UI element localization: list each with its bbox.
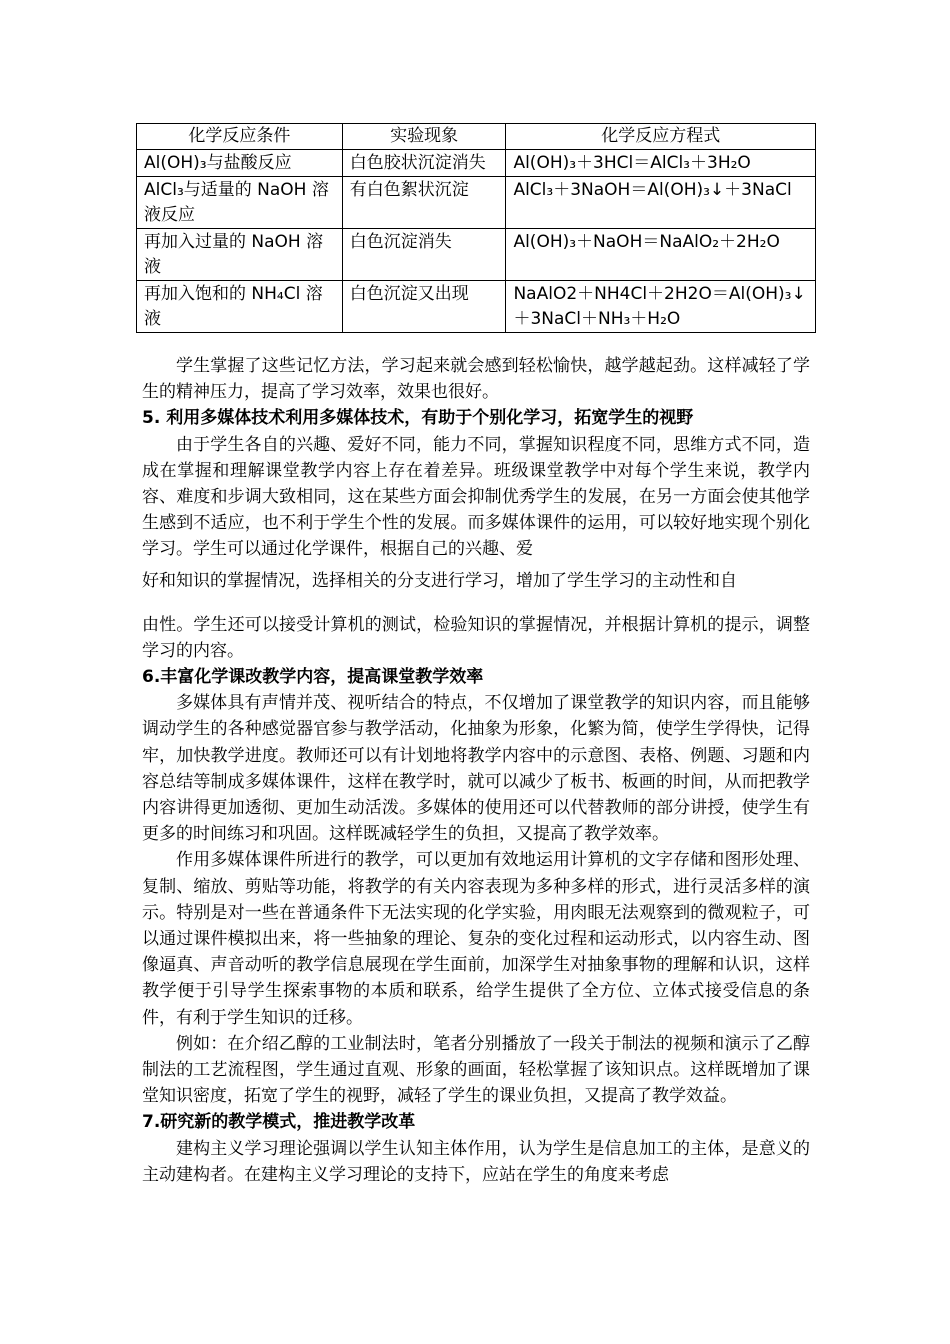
section-heading-6: 6.丰富化学课改教学内容，提高课堂教学效率	[142, 667, 484, 688]
table-cell: NaAlO2＋NH4Cl＋2H2O＝Al(OH)₃↓＋3NaCl＋NH₃＋H₂O	[506, 281, 816, 333]
column-header: 化学反应条件	[137, 124, 343, 150]
paragraph: 学生掌握了这些记忆方法，学习起来就会感到轻松愉快，越学越起劲。这样减轻了学生的精神压力，提高了学习效率，效果也很好。	[142, 356, 810, 403]
paragraph: 由于学生各自的兴趣、爱好不同，能力不同，掌握知识程度不同，思维方式不同，造成在掌握和理解课堂教学内容上存在着差异。班级课堂教学中对每个学生来说，教学内容、难度和步调大致相同，这在某些方面会抑制优秀学生的发展，在另一方面会使其他学生感到不适应，也不利于学生个性的发展。而多媒体课件的运用，可以较好地实现个别化学习。学生可以通过化学课件，根据自己的兴趣、爱	[142, 434, 810, 560]
table-cell: AlCl₃与适量的 NaOH 溶液反应	[137, 177, 343, 229]
table-cell: AlCl₃＋3NaOH＝Al(OH)₃↓＋3NaCl	[506, 177, 816, 229]
table-cell: 再加入过量的 NaOH 溶液	[137, 229, 343, 281]
section-heading-7: 7.研究新的教学模式，推进教学改革	[142, 1112, 416, 1133]
reaction-table	[136, 123, 816, 333]
paragraph: 例如：在介绍乙醇的工业制法时，笔者分别播放了一段关于制法的视频和演示了乙醇制法的工艺流程图，学生通过直观、形象的画面，轻松掌握了该知识点。这样既增加了课堂知识密度，拓宽了学生的视野，减轻了学生的课业负担，又提高了教学效益。	[142, 1033, 810, 1107]
section-heading-5: 5. 利用多媒体技术利用多媒体技术，有助于个别化学习，拓宽学生的视野	[142, 408, 694, 429]
column-header: 化学反应方程式	[506, 124, 816, 150]
paragraph: 多媒体具有声情并茂、视听结合的特点，不仅增加了课堂教学的知识内容，而且能够调动学生的各种感觉器官参与教学活动，化抽象为形象，化繁为简，使学生学得快，记得牢，加快教学进度。教师还可以有计划地将教学内容中的示意图、表格、例题、习题和内容总结等制成多媒体课件，这样在教学时，就可以减少了板书、板画的时间，从而把教学内容讲得更加透彻、更加生动活泼。多媒体的使用还可以代替教师的部分讲授，使学生有更多的时间练习和巩固。这样既减轻学生的负担，又提高了教学效率。	[142, 693, 810, 845]
table-cell: 再加入饱和的 NH₄Cl 溶液	[137, 281, 343, 333]
table-row	[137, 229, 816, 281]
table-cell: Al(OH)₃与盐酸反应	[137, 150, 343, 177]
column-header: 实验现象	[342, 124, 506, 150]
paragraph: 建构主义学习理论强调以学生认知主体作用，认为学生是信息加工的主体，是意义的主动建构者。在建构主义学习理论的支持下，应站在学生的角度来考虑	[142, 1138, 810, 1185]
table-row	[137, 281, 816, 333]
table-header-row	[137, 124, 816, 150]
table-cell: 有白色絮状沉淀	[342, 177, 506, 229]
table-row	[137, 177, 816, 229]
table-cell: 白色沉淀又出现	[342, 281, 506, 333]
table-cell: 白色沉淀消失	[342, 229, 506, 281]
table-cell: Al(OH)₃＋NaOH＝NaAlO₂＋2H₂O	[506, 229, 816, 281]
paragraph-continued: 由性。学生还可以接受计算机的测试，检验知识的掌握情况，并根据计算机的提示，调整学习的内容。	[142, 614, 810, 661]
table-cell: 白色胶状沉淀消失	[342, 150, 506, 177]
paragraph-continued: 好和知识的掌握情况，选择相关的分支进行学习，增加了学生学习的主动性和自	[142, 570, 737, 591]
body-text	[142, 353, 810, 1188]
table-row	[137, 150, 816, 177]
paragraph: 作用多媒体课件所进行的教学，可以更加有效地运用计算机的文字存储和图形处理、复制、缩放、剪贴等功能，将教学的有关内容表现为多种多样的形式，进行灵活多样的演示。特别是对一些在普通条件下无法实现的化学实验，用肉眼无法观察到的微观粒子，可以通过课件模拟出来，将一些抽象的理论、复杂的变化过程和运动形式，以内容生动、图像逼真、声音动听的教学信息展现在学生面前，加深学生对抽象事物的理解和认识，这样教学便于引导学生探索事物的本质和联系，给学生提供了全方位、立体式接受信息的条件，有利于学生知识的迁移。	[142, 850, 810, 1028]
table-cell: Al(OH)₃＋3HCl＝AlCl₃＋3H₂O	[506, 150, 816, 177]
